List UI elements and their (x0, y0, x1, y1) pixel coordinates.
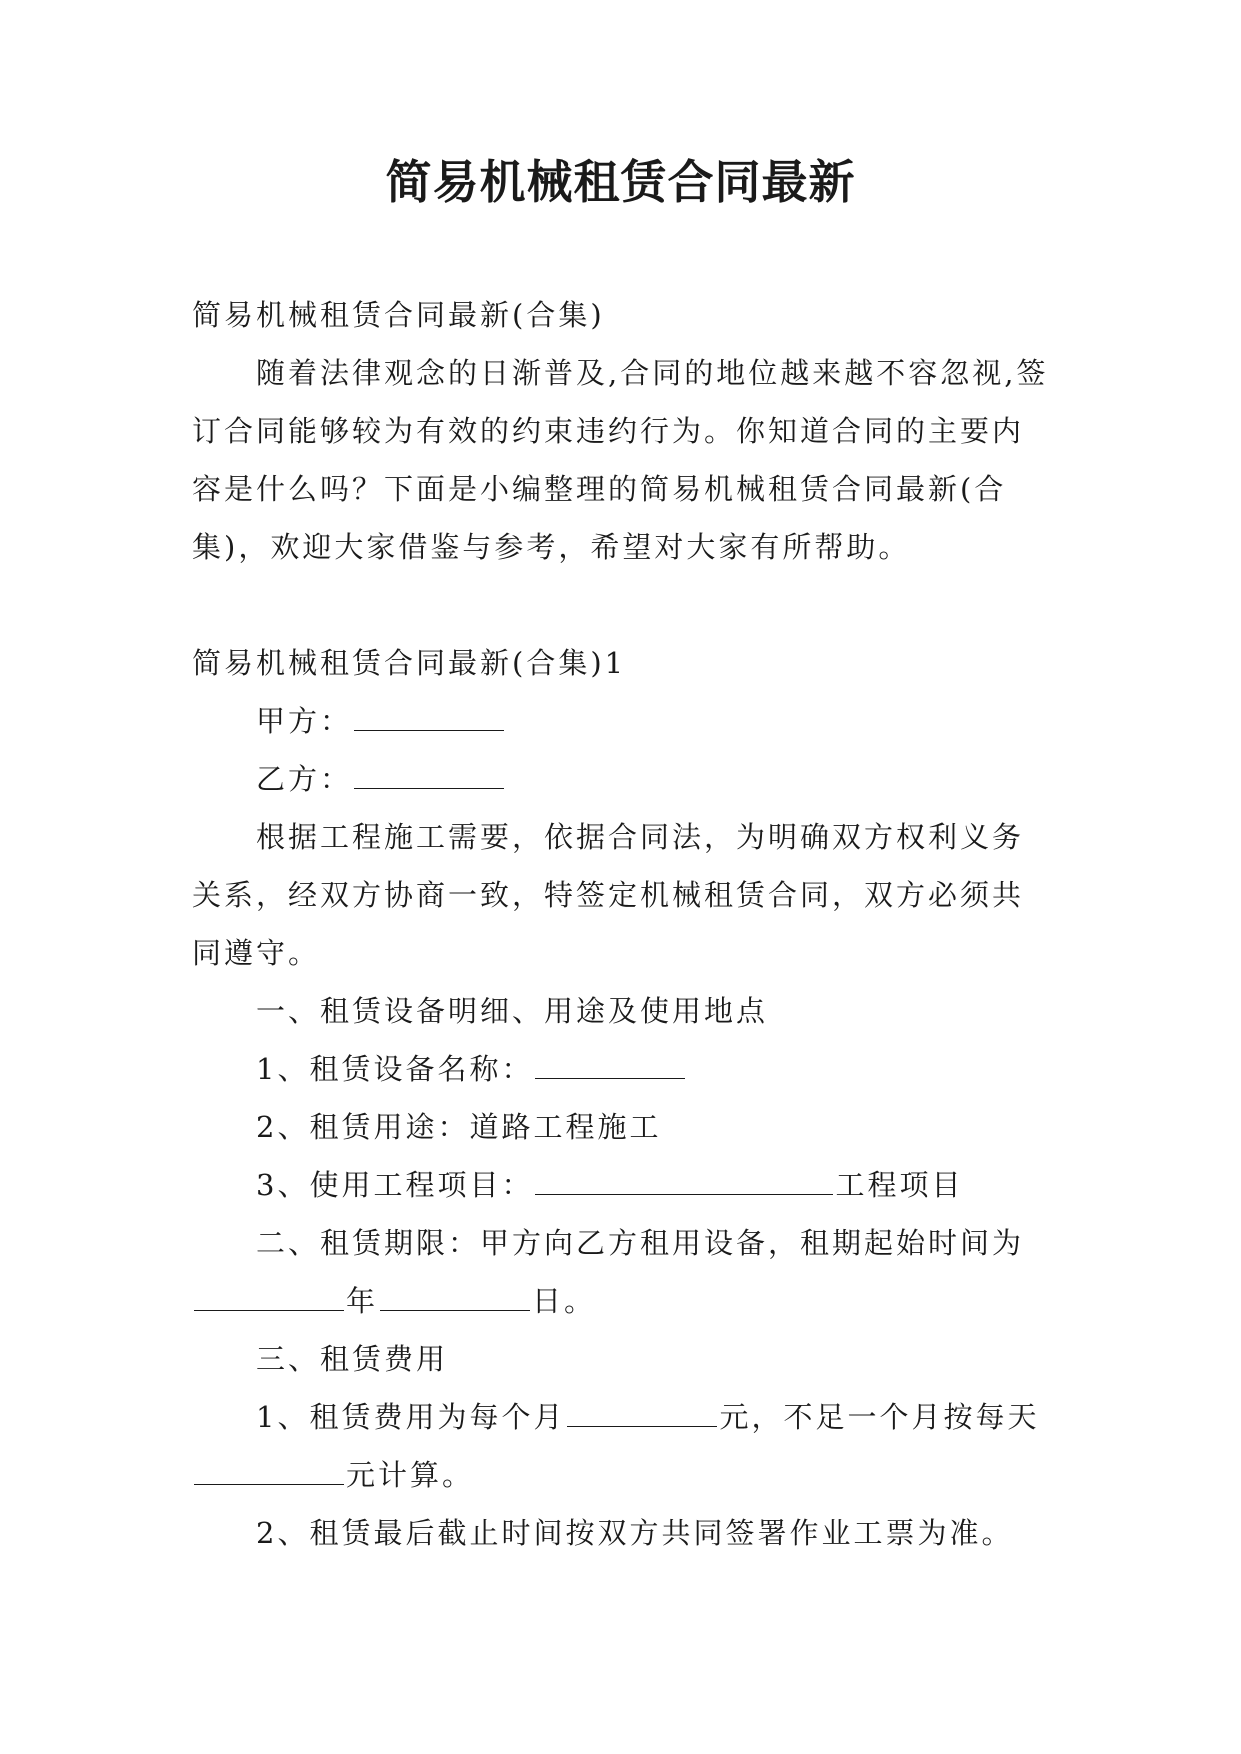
clause3-item1 (192, 1388, 1052, 1504)
start-day-blank (380, 1284, 530, 1311)
fee-suffix: 元计算。 (346, 1458, 475, 1492)
monthly-fee-blank (567, 1400, 717, 1427)
party-b-label: 乙方： (256, 762, 353, 796)
intro-paragraph: 随着法律观念的日渐普及,合同的地位越来越不容忽视,签订合同能够较为有效的约束违约行为。你知道合同的主要内容是什么吗？下面是小编整理的简易机械租赁合同最新(合集)，欢迎大家借鉴与参考，希望对大家有所帮助。 (192, 356, 1049, 564)
project-suffix: 工程项目 (835, 1168, 964, 1202)
project-blank (535, 1168, 833, 1195)
preamble-paragraph: 根据工程施工需要，依据合同法，为明确双方权利义务关系，经双方协商一致，特签定机械租赁合同，双方必须共同遵守。 (192, 820, 1025, 970)
intro-heading: 简易机械租赁合同最新(合集) (192, 298, 605, 332)
party-a-label: 甲方： (256, 704, 353, 738)
clause1-heading: 一、租赁设备明细、用途及使用地点 (256, 994, 769, 1028)
daily-fee-text: 元，不足一个月按每天 (719, 1400, 1040, 1434)
equipment-name-blank (535, 1052, 685, 1079)
project-label: 3、使用工程项目： (256, 1168, 534, 1202)
equipment-name-label: 1、租赁设备名称： (256, 1052, 534, 1086)
clause2-day: 日。 (532, 1284, 597, 1318)
clause2-text: 二、租赁期限：甲方向乙方租用设备，租期起始时间为 (256, 1226, 1025, 1260)
daily-fee-blank (194, 1458, 344, 1485)
clause1-item3 (192, 1156, 1052, 1214)
clause2-year: 年 (346, 1284, 379, 1318)
section-heading: 简易机械租赁合同最新(合集)1 (192, 646, 627, 680)
clause3-item2: 2、租赁最后截止时间按双方共同签署作业工票为准。 (256, 1516, 1014, 1550)
clause2-paragraph (192, 1214, 1052, 1330)
party-b-blank (354, 762, 504, 789)
party-a-line (192, 692, 1052, 750)
party-b-line (192, 750, 1052, 808)
document-title: 简易机械租赁合同最新 (385, 155, 856, 209)
paragraph-gap (192, 576, 1052, 634)
clause1-item2: 2、租赁用途：道路工程施工 (256, 1110, 662, 1144)
monthly-fee-prefix: 1、租赁费用为每个月 (256, 1400, 566, 1434)
start-year-blank (194, 1284, 344, 1311)
document-body (192, 286, 1052, 1562)
party-a-blank (354, 704, 504, 731)
clause3-heading: 三、租赁费用 (256, 1342, 449, 1376)
clause1-item1 (192, 1040, 1052, 1098)
